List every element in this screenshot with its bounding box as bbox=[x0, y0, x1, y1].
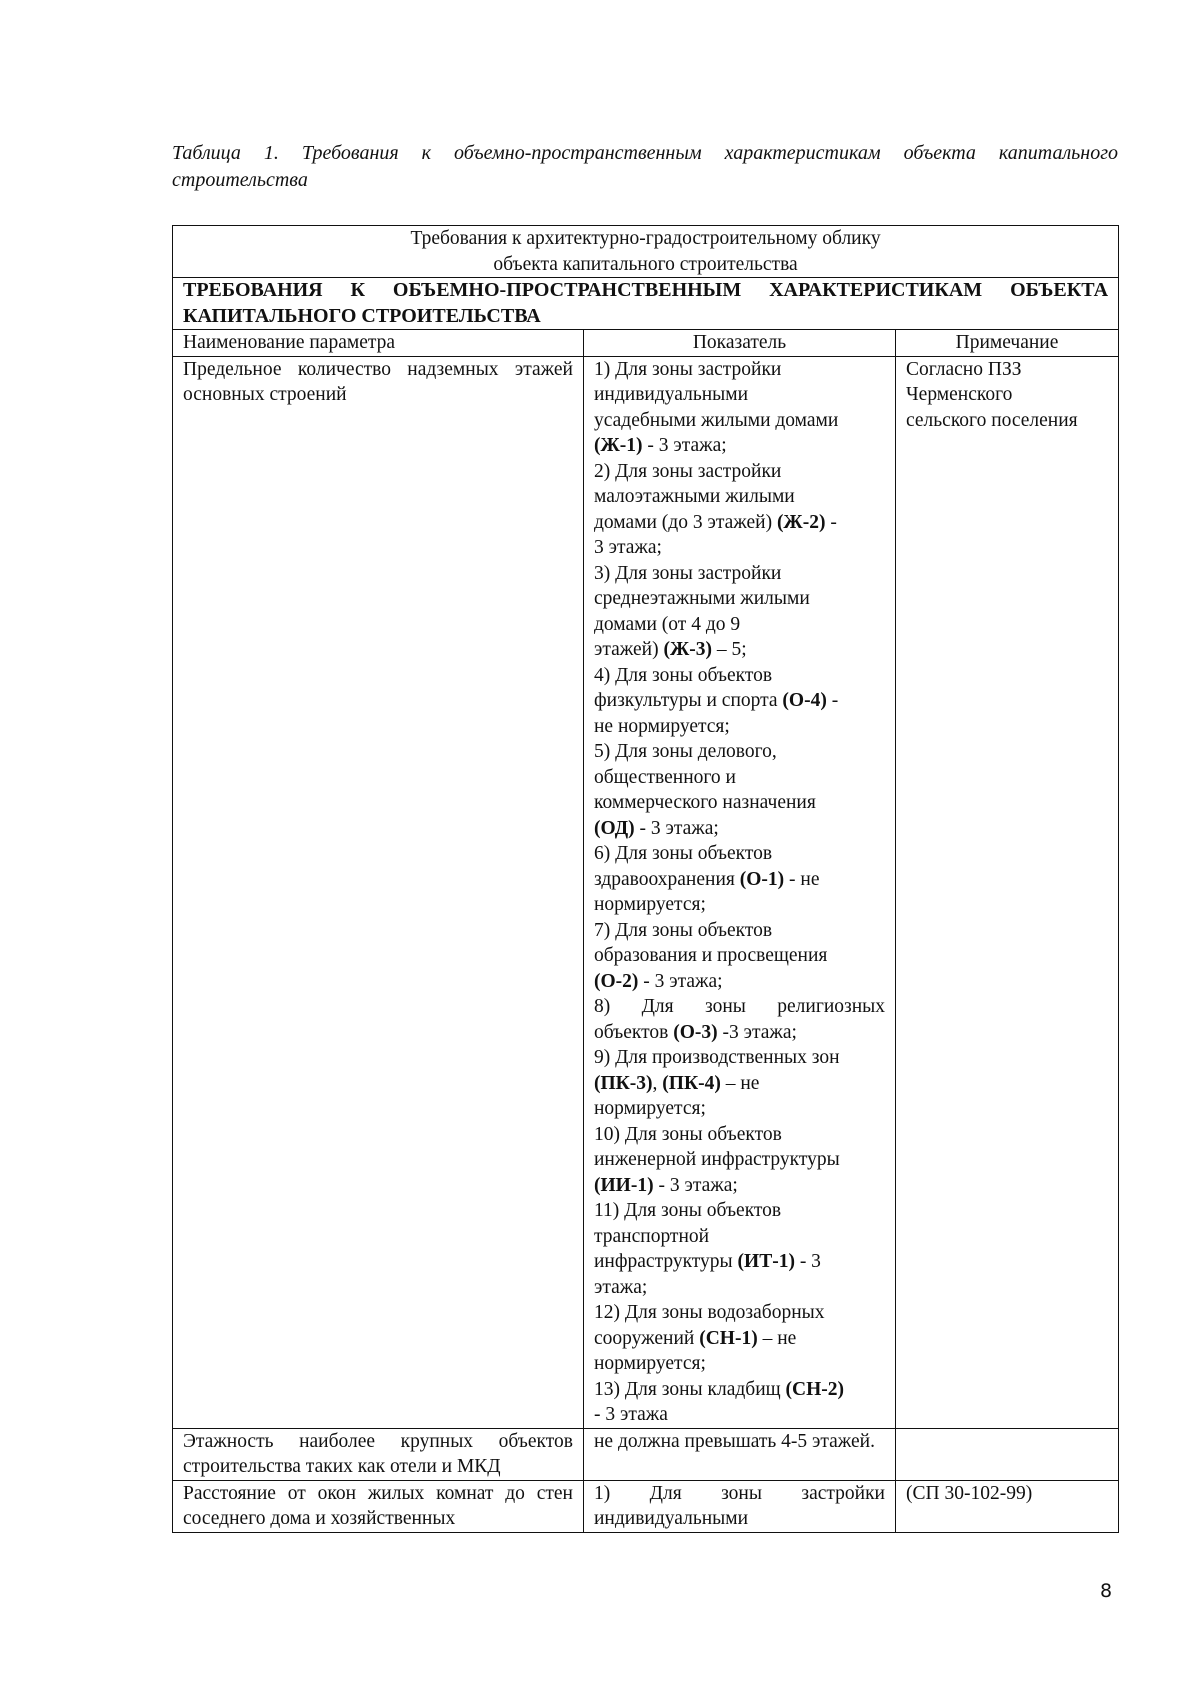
row1-value-line: (ИИ-1) - 3 этажа; bbox=[594, 1174, 738, 1196]
row1-value-line: нормируется; bbox=[594, 1353, 706, 1374]
row1-note-line: Согласно ПЗЗ bbox=[906, 358, 1022, 380]
table-row bbox=[173, 356, 1119, 1428]
row1-value-line: домами (от 4 до 9 bbox=[594, 613, 741, 635]
section-heading: ТРЕБОВАНИЯ К ОБЪЕМНО-ПРОСТРАНСТВЕННЫМ ХАРАКТЕРИСТИКАМ ОБЪЕКТА КАПИТАЛЬНОГО СТРОИТЕЛЬСТВА bbox=[173, 278, 1119, 330]
table-title-line-1: Требования к архитектурно-градостроительному облику bbox=[410, 228, 881, 249]
row1-value-line: малоэтажными жилыми bbox=[594, 486, 795, 507]
row1-value-line: домами (до 3 этажей) (Ж-2) - bbox=[594, 511, 837, 533]
page-number: 8 bbox=[1100, 1580, 1113, 1602]
row1-param: Предельное количество надземных этажей основных строений bbox=[173, 356, 584, 1428]
row1-value-line: не нормируется; bbox=[594, 715, 730, 737]
row1-value-line: коммерческого назначения bbox=[594, 792, 816, 813]
column-header-row bbox=[173, 330, 1119, 357]
row1-value-line: - 3 этажа bbox=[594, 1404, 668, 1425]
row1-value-line: 2) Для зоны застройки bbox=[594, 460, 782, 482]
row1-value-line: общественного и bbox=[594, 766, 736, 788]
row1-value-line: 7) Для зоны объектов bbox=[594, 919, 773, 941]
table-title-line-2: объекта капитального строительства bbox=[493, 253, 798, 275]
row1-value-line: этажей) (Ж-3) – 5; bbox=[594, 639, 747, 660]
row1-value-line: 6) Для зоны объектов bbox=[594, 843, 773, 864]
header-value: Показатель bbox=[584, 330, 896, 357]
row2-note bbox=[896, 1428, 1119, 1480]
table-row bbox=[173, 1428, 1119, 1480]
row1-value-line: 11) Для зоны объектов bbox=[594, 1200, 782, 1221]
row1-value-line: усадебными жилыми домами bbox=[594, 409, 839, 431]
row1-value-line: (О-2) - 3 этажа; bbox=[594, 970, 723, 992]
row1-value-line: (ПК-3), (ПК-4) – не bbox=[594, 1072, 760, 1094]
row1-value-line: индивидуальными bbox=[594, 384, 749, 405]
row1-value-line: 13) Для зоны кладбищ (СН-2) bbox=[594, 1378, 845, 1400]
row1-note-line: сельского поселения bbox=[906, 409, 1078, 431]
row1-note-line: Черменского bbox=[906, 384, 1013, 405]
requirements-table bbox=[172, 225, 1119, 1533]
row3-value: 1) Для зоны застройки индивидуальными bbox=[584, 1480, 896, 1532]
header-note: Примечание bbox=[896, 330, 1119, 357]
row1-value-line: 1) Для зоны застройки bbox=[594, 358, 782, 380]
row1-value-line: (ОД) - 3 этажа; bbox=[594, 817, 719, 839]
row2-value: не должна превышать 4-5 этажей. bbox=[584, 1428, 896, 1480]
row1-value-line: здравоохранения (О-1) - не bbox=[594, 868, 820, 890]
row1-value-line: среднеэтажными жилыми bbox=[594, 588, 810, 609]
header-param: Наименование параметра bbox=[173, 330, 584, 357]
row1-value-line: 10) Для зоны объектов bbox=[594, 1123, 782, 1145]
row3-note: (СП 30-102-99) bbox=[896, 1480, 1119, 1532]
row1-value-line: транспортной bbox=[594, 1225, 710, 1247]
row1-value-line: 8) Для зоны религиозных bbox=[594, 996, 885, 1017]
row1-value-line: 3 этажа; bbox=[594, 537, 662, 558]
row1-value-line: инженерной инфраструктуры bbox=[594, 1149, 840, 1170]
row1-value bbox=[584, 356, 896, 1428]
row1-value-line: нормируется; bbox=[594, 894, 706, 915]
row1-value-line: объектов (О-3) -3 этажа; bbox=[594, 1021, 797, 1043]
row1-value-line: 9) Для производственных зон bbox=[594, 1047, 840, 1068]
row1-note bbox=[896, 356, 1119, 1428]
row1-value-line: этажа; bbox=[594, 1276, 648, 1298]
section-heading-row bbox=[173, 278, 1119, 330]
row3-param: Расстояние от окон жилых комнат до стен соседнего дома и хозяйственных bbox=[173, 1480, 584, 1532]
row1-value-line: 12) Для зоны водозаборных bbox=[594, 1302, 825, 1323]
row2-param: Этажность наиболее крупных объектов строительства таких как отели и МКД bbox=[173, 1428, 584, 1480]
row1-value-line: (Ж-1) - 3 этажа; bbox=[594, 435, 727, 456]
row1-value-line: образования и просвещения bbox=[594, 945, 828, 966]
table-caption: Таблица 1. Требования к объемно-пространственным характеристикам объекта капитального строительства bbox=[172, 142, 1118, 191]
row1-value-line: инфраструктуры (ИТ-1) - 3 bbox=[594, 1251, 821, 1272]
row1-value-line: 3) Для зоны застройки bbox=[594, 562, 782, 584]
table-title-row bbox=[173, 226, 1119, 278]
row1-value-line: 5) Для зоны делового, bbox=[594, 741, 777, 762]
table-row bbox=[173, 1480, 1119, 1532]
row1-value-line: физкультуры и спорта (О-4) - bbox=[594, 690, 839, 711]
row1-value-line: нормируется; bbox=[594, 1098, 706, 1119]
row1-value-line: сооружений (СН-1) – не bbox=[594, 1327, 797, 1349]
row1-value-line: 4) Для зоны объектов bbox=[594, 664, 773, 686]
